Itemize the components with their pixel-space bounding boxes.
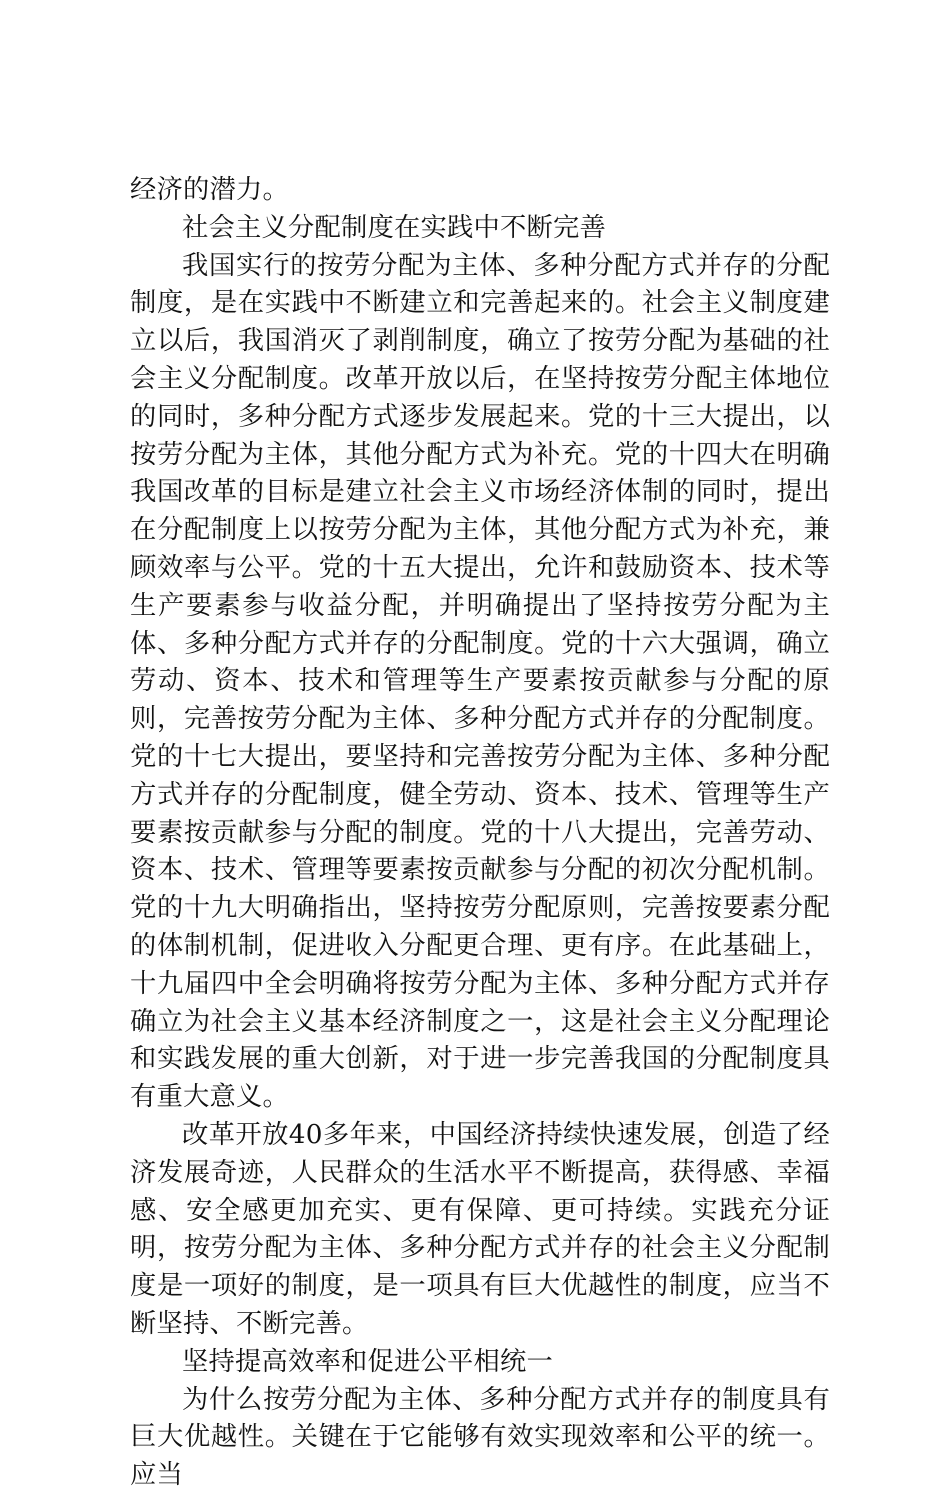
section-heading-distribution-system: 社会主义分配制度在实践中不断完善 bbox=[182, 212, 606, 243]
paragraph-distribution-history: 我国实行的按劳分配为主体、多种分配方式并存的分配制度，是在实践中不断建立和完善起来的。社会主义制度建立以后，我国消灭了剥削制度，确立了按劳分配为基础的社会主义分配制度。改革开放以后，在坚持按劳分配主体地位的同时，多种分配方式逐步发展起来。党的十三大提出，以按劳分配为主体，其他分配方式为补充。党的十四大在明确我国改革的目标是建立社会主义市场经济体制的同时，提出在分配制度上以按劳分配为主体，其他分配方式为补充，兼顾效率与公平。党的十五大提出，允许和鼓励资本、技术等生产要素参与收益分配，并明确提出了坚持按劳分配为主体、多种分配方式并存的分配制度。党的十六大强调，确立劳动、资本、技术和管理等生产要素按贡献参与分配的原则，完善按劳分配为主体、多种分配方式并存的分配制度。党的十七大提出，要坚持和完善按劳分配为主体、多种分配方式并存的分配制度，健全劳动、资本、技术、管理等生产要素按贡献参与分配的制度。党的十八大提出，完善劳动、资本、技术、管理等要素按贡献参与分配的初次分配机制。党的十九大明确指出，坚持按劳分配原则，完善按要素分配的体制机制，促进收入分配更合理、更有序。在此基础上，十九届四中全会明确将按劳分配为主体、多种分配方式并存确立为社会主义基本经济制度之一，这是社会主义分配理论和实践发展的重大创新，对于进一步完善我国的分配制度具有重大意义。 bbox=[130, 250, 830, 1113]
section-heading-efficiency-fairness: 坚持提高效率和促进公平相统一 bbox=[182, 1346, 553, 1377]
paragraph-efficiency-fairness: 为什么按劳分配为主体、多种分配方式并存的制度具有巨大优越性。关键在于它能够有效实现效率和公平的统一。应当 bbox=[130, 1384, 830, 1491]
paragraph-continuation: 经济的潜力。 bbox=[130, 175, 289, 205]
document-body bbox=[130, 172, 830, 1495]
paragraph-reform-achievements: 改革开放40多年来，中国经济持续快速发展，创造了经济发展奇迹，人民群众的生活水平不断提高，获得感、幸福感、安全感更加充实、更有保障、更可持续。实践充分证明，按劳分配为主体、多种分配方式并存的社会主义分配制度是一项好的制度，是一项具有巨大优越性的制度，应当不断坚持、不断完善。 bbox=[130, 1119, 830, 1339]
